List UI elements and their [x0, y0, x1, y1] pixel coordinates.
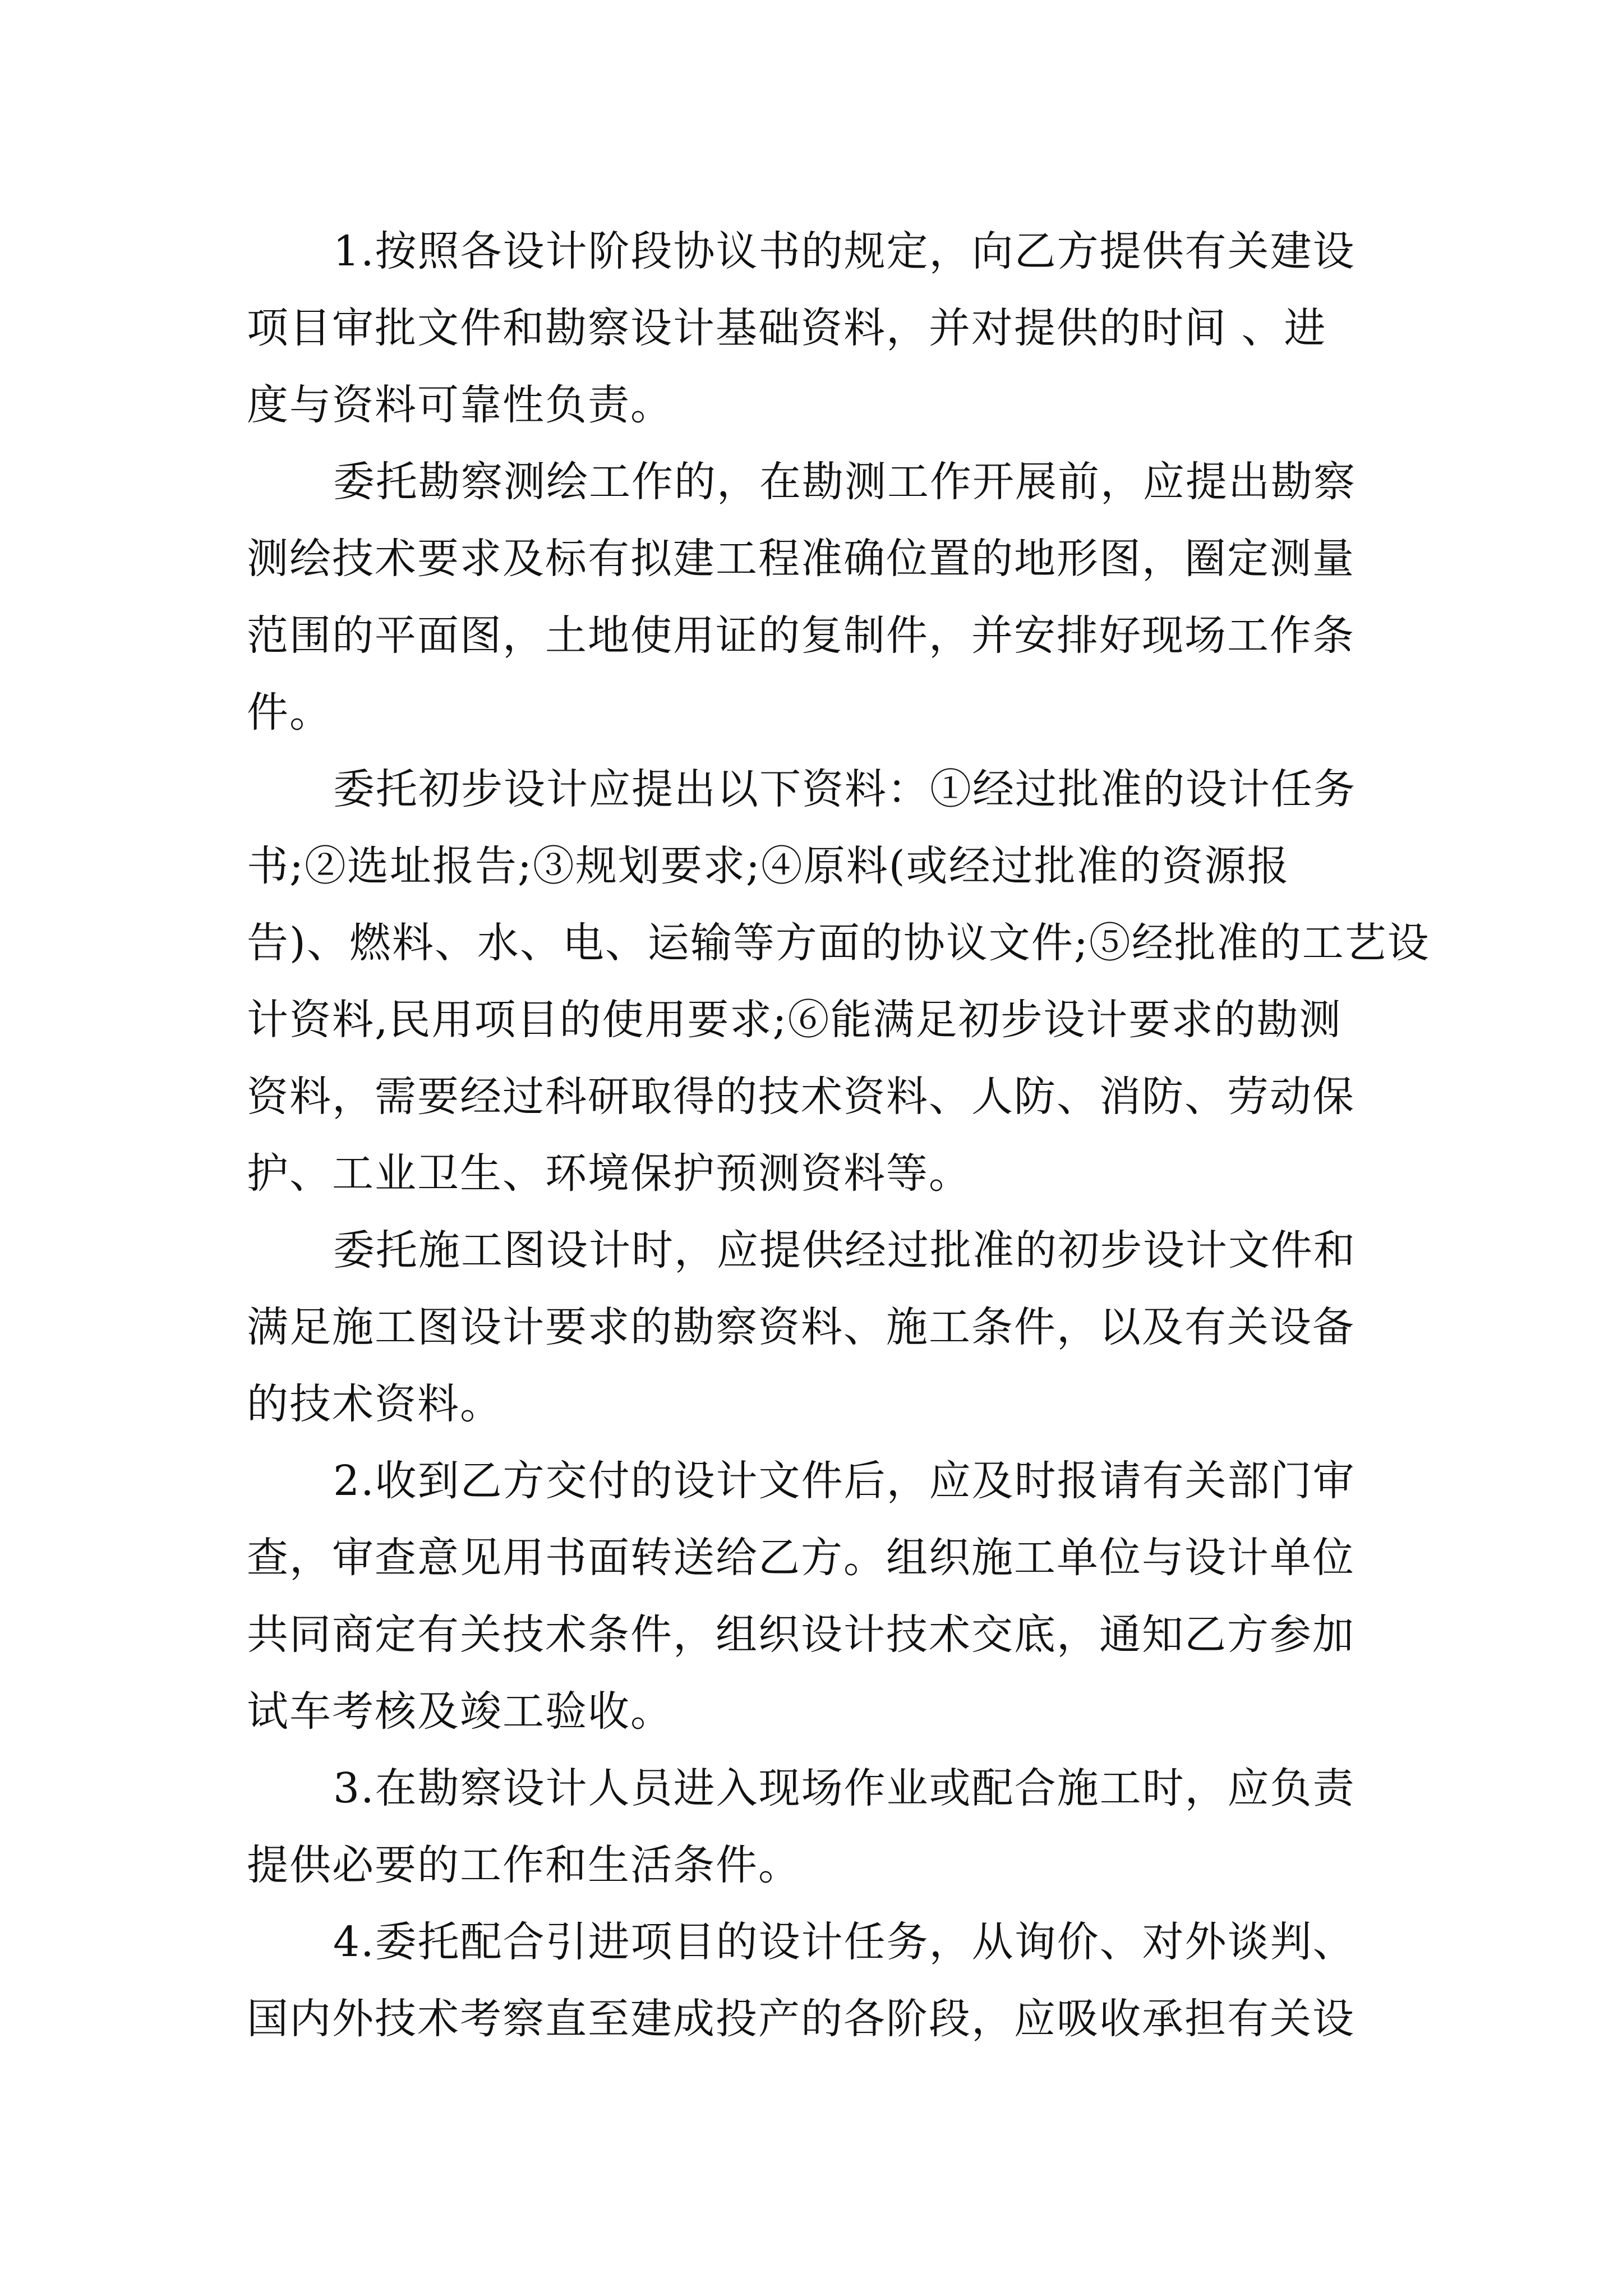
text-line: 共同商定有关技术条件，组织设计技术交底，通知乙方参加	[247, 1611, 1355, 1659]
text-line: 范围的平面图，土地使用证的复制件，并安排好现场工作条	[247, 611, 1355, 660]
text-line: 资料，需要经过科研取得的技术资料、人防、消防、劳动保	[247, 1073, 1355, 1121]
text-line: 提供必要的工作和生活条件。	[247, 1841, 801, 1889]
text-line: 的技术资料。	[247, 1380, 502, 1428]
paragraph-6	[247, 1750, 1391, 1904]
text-line: 书;②选址报告;③规划要求;④原料(或经过批准的资源报	[247, 842, 1290, 890]
paragraph-5	[247, 1443, 1391, 1750]
text-line: 2.收到乙方交付的设计文件后，应及时报请有关部门审	[333, 1457, 1355, 1505]
text-line: 委托初步设计应提出以下资料：①经过批准的设计任务	[333, 765, 1356, 813]
text-line: 计资料,民用项目的使用要求;⑥能满足初步设计要求的勘测	[247, 996, 1342, 1044]
text-line: 1.按照各设计阶段协议书的规定，向乙方提供有关建设	[333, 227, 1355, 275]
paragraph-4	[247, 1212, 1391, 1443]
text-line: 查，审查意见用书面转送给乙方。组织施工单位与设计单位	[247, 1534, 1355, 1582]
text-line: 告)、燃料、水、电、运输等方面的协议文件;⑤经批准的工艺设	[247, 919, 1430, 967]
text-line: 3.在勘察设计人员进入现场作业或配合施工时，应负责	[333, 1764, 1355, 1812]
text-line: 件。	[247, 688, 332, 737]
text-line: 度与资料可靠性负责。	[247, 381, 673, 429]
paragraph-2	[247, 444, 1391, 751]
paragraph-1	[247, 213, 1391, 444]
text-line: 项目审批文件和勘察设计基础资料，并对提供的时间 、进	[247, 304, 1327, 352]
text-line: 委托施工图设计时，应提供经过批准的初步设计文件和	[333, 1226, 1356, 1274]
text-line: 测绘技术要求及标有拟建工程准确位置的地形图，圈定测量	[247, 535, 1355, 583]
text-line: 国内外技术考察直至建成投产的各阶段，应吸收承担有关设	[247, 1995, 1355, 2043]
paragraph-3	[247, 751, 1430, 1212]
text-line: 试车考核及竣工验收。	[247, 1687, 673, 1736]
text-line: 护、工业卫生、环境保护预测资料等。	[247, 1149, 971, 1198]
document-body	[247, 213, 1430, 2058]
text-line: 委托勘察测绘工作的，在勘测工作开展前，应提出勘察	[333, 458, 1356, 506]
paragraph-7	[247, 1904, 1391, 2058]
text-line: 4.委托配合引进项目的设计任务，从询价、对外谈判、	[333, 1918, 1355, 1966]
text-line: 满足施工图设计要求的勘察资料、施工条件，以及有关设备	[247, 1303, 1355, 1351]
